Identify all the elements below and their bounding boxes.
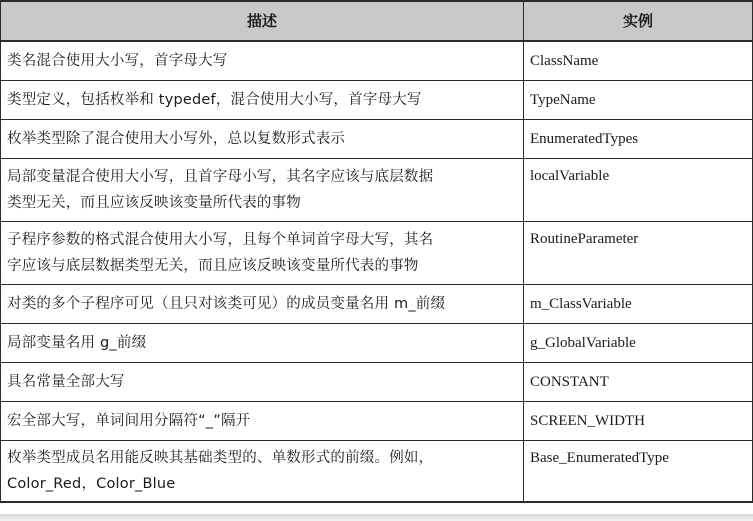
row-description: 类型定义，包括枚举和 typedef，混合使用大小写，首字母大写 bbox=[1, 80, 524, 119]
description-line: 字应该与底层数据类型无关，而且应该反映该变量所代表的事物 bbox=[7, 257, 419, 274]
table-row bbox=[1, 362, 753, 401]
table-row bbox=[1, 221, 753, 284]
table-row bbox=[1, 440, 753, 502]
row-description bbox=[1, 221, 524, 284]
table-row bbox=[1, 158, 753, 221]
row-example: g_GlobalVariable bbox=[524, 323, 753, 362]
header-example: 实例 bbox=[524, 1, 753, 41]
table-header-row bbox=[1, 1, 753, 41]
row-example: ClassName bbox=[524, 41, 753, 80]
description-line: 子程序参数的格式混合使用大小写，且每个单词首字母大写，其名 bbox=[7, 231, 434, 248]
description-line: Color_Red，Color_Blue bbox=[7, 475, 176, 492]
row-description bbox=[1, 158, 524, 221]
table-row bbox=[1, 284, 753, 323]
table-row bbox=[1, 119, 753, 158]
description-line: 类型无关，而且应该反映该变量所代表的事物 bbox=[7, 194, 301, 211]
description-line: 局部变量混合使用大小写，且首字母小写，其名字应该与底层数据 bbox=[7, 168, 434, 185]
row-example: TypeName bbox=[524, 80, 753, 119]
row-example: localVariable bbox=[524, 158, 753, 221]
row-description: 类名混合使用大小写，首字母大写 bbox=[1, 41, 524, 80]
row-example: CONSTANT bbox=[524, 362, 753, 401]
row-description: 局部变量名用 g_前缀 bbox=[1, 323, 524, 362]
row-example: EnumeratedTypes bbox=[524, 119, 753, 158]
row-example: Base_EnumeratedType bbox=[524, 440, 753, 502]
table-row bbox=[1, 401, 753, 440]
page-bottom-edge bbox=[0, 514, 753, 521]
row-description: 宏全部大写，单词间用分隔符“_”隔开 bbox=[1, 401, 524, 440]
row-example: SCREEN_WIDTH bbox=[524, 401, 753, 440]
table-row bbox=[1, 80, 753, 119]
table-row bbox=[1, 41, 753, 80]
description-line: 枚举类型成员名用能反映其基础类型的、单数形式的前缀。例如， bbox=[7, 449, 434, 466]
row-description: 具名常量全部大写 bbox=[1, 362, 524, 401]
row-example: m_ClassVariable bbox=[524, 284, 753, 323]
table-row bbox=[1, 323, 753, 362]
row-description bbox=[1, 440, 524, 502]
row-example: RoutineParameter bbox=[524, 221, 753, 284]
row-description: 枚举类型除了混合使用大小写外，总以复数形式表示 bbox=[1, 119, 524, 158]
header-description: 描述 bbox=[1, 1, 524, 41]
row-description: 对类的多个子程序可见（且只对该类可见）的成员变量名用 m_前缀 bbox=[1, 284, 524, 323]
